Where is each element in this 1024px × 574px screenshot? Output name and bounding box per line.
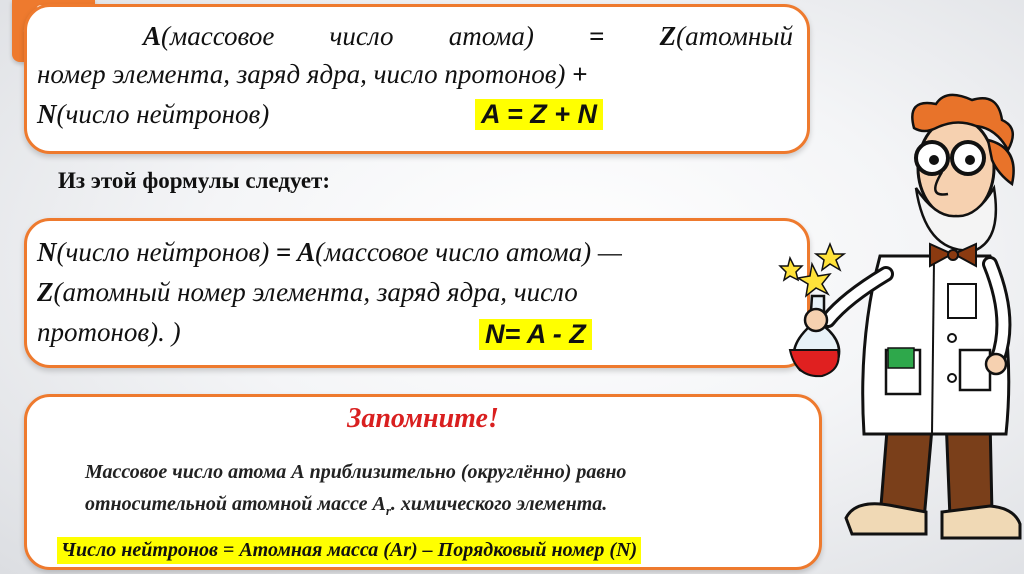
scientist-illustration	[776, 88, 1022, 570]
symbol-n: N	[37, 99, 57, 129]
box1-line3	[37, 99, 269, 130]
box1-line2	[37, 59, 793, 90]
symbol-a: A	[143, 21, 162, 51]
equals-sign: =	[275, 237, 292, 267]
box1-line1-end: (атомный	[676, 21, 793, 51]
remember-box	[24, 394, 822, 570]
box1-line3-text: (число нейтронов)	[56, 99, 270, 129]
formula-highlight-a: A = Z + N	[475, 99, 603, 130]
subscript-r: r	[385, 503, 391, 518]
remember-line2-text: относительной атомной массе А	[85, 493, 386, 515]
box2-line2-text: (атомный номер элемента, заряд ядра, число	[53, 277, 578, 307]
symbol-a: A	[291, 237, 316, 267]
box1-line1-text: (массовое число атома)	[161, 21, 590, 51]
intro-text: Из этой формулы следует:	[58, 168, 330, 193]
formula-highlight-n: N= A - Z	[479, 319, 592, 350]
box2-line1	[37, 237, 622, 268]
symbol-z: Z	[604, 21, 677, 51]
formula-box-mass-number	[24, 4, 810, 154]
box1-line2-text: номер элемента, заряд ядра, число протонов)	[37, 59, 573, 89]
symbol-n: N	[37, 237, 57, 267]
remember-line1: Массовое число атома А приблизительно (округлённо) равно	[85, 461, 627, 483]
box2-line1-text: (число нейтронов)	[56, 237, 276, 267]
remember-line2-end: . химического элемента.	[390, 493, 608, 515]
plus-sign: +	[572, 59, 588, 89]
equals-sign: =	[589, 21, 605, 51]
box1-line1	[143, 21, 793, 52]
symbol-z: Z	[37, 277, 54, 307]
formula-box-neutrons	[24, 218, 810, 368]
box2-line2	[37, 277, 789, 308]
box2-line1-end: (массовое число атома) —	[315, 237, 622, 267]
remember-line2	[85, 493, 607, 516]
box2-line3: протонов). )	[37, 317, 181, 347]
remember-title: Запомните!	[347, 403, 499, 434]
neutron-rule-highlight: Число нейтронов = Атомная масса (Ar) – Порядковый номер (N)	[57, 537, 641, 564]
